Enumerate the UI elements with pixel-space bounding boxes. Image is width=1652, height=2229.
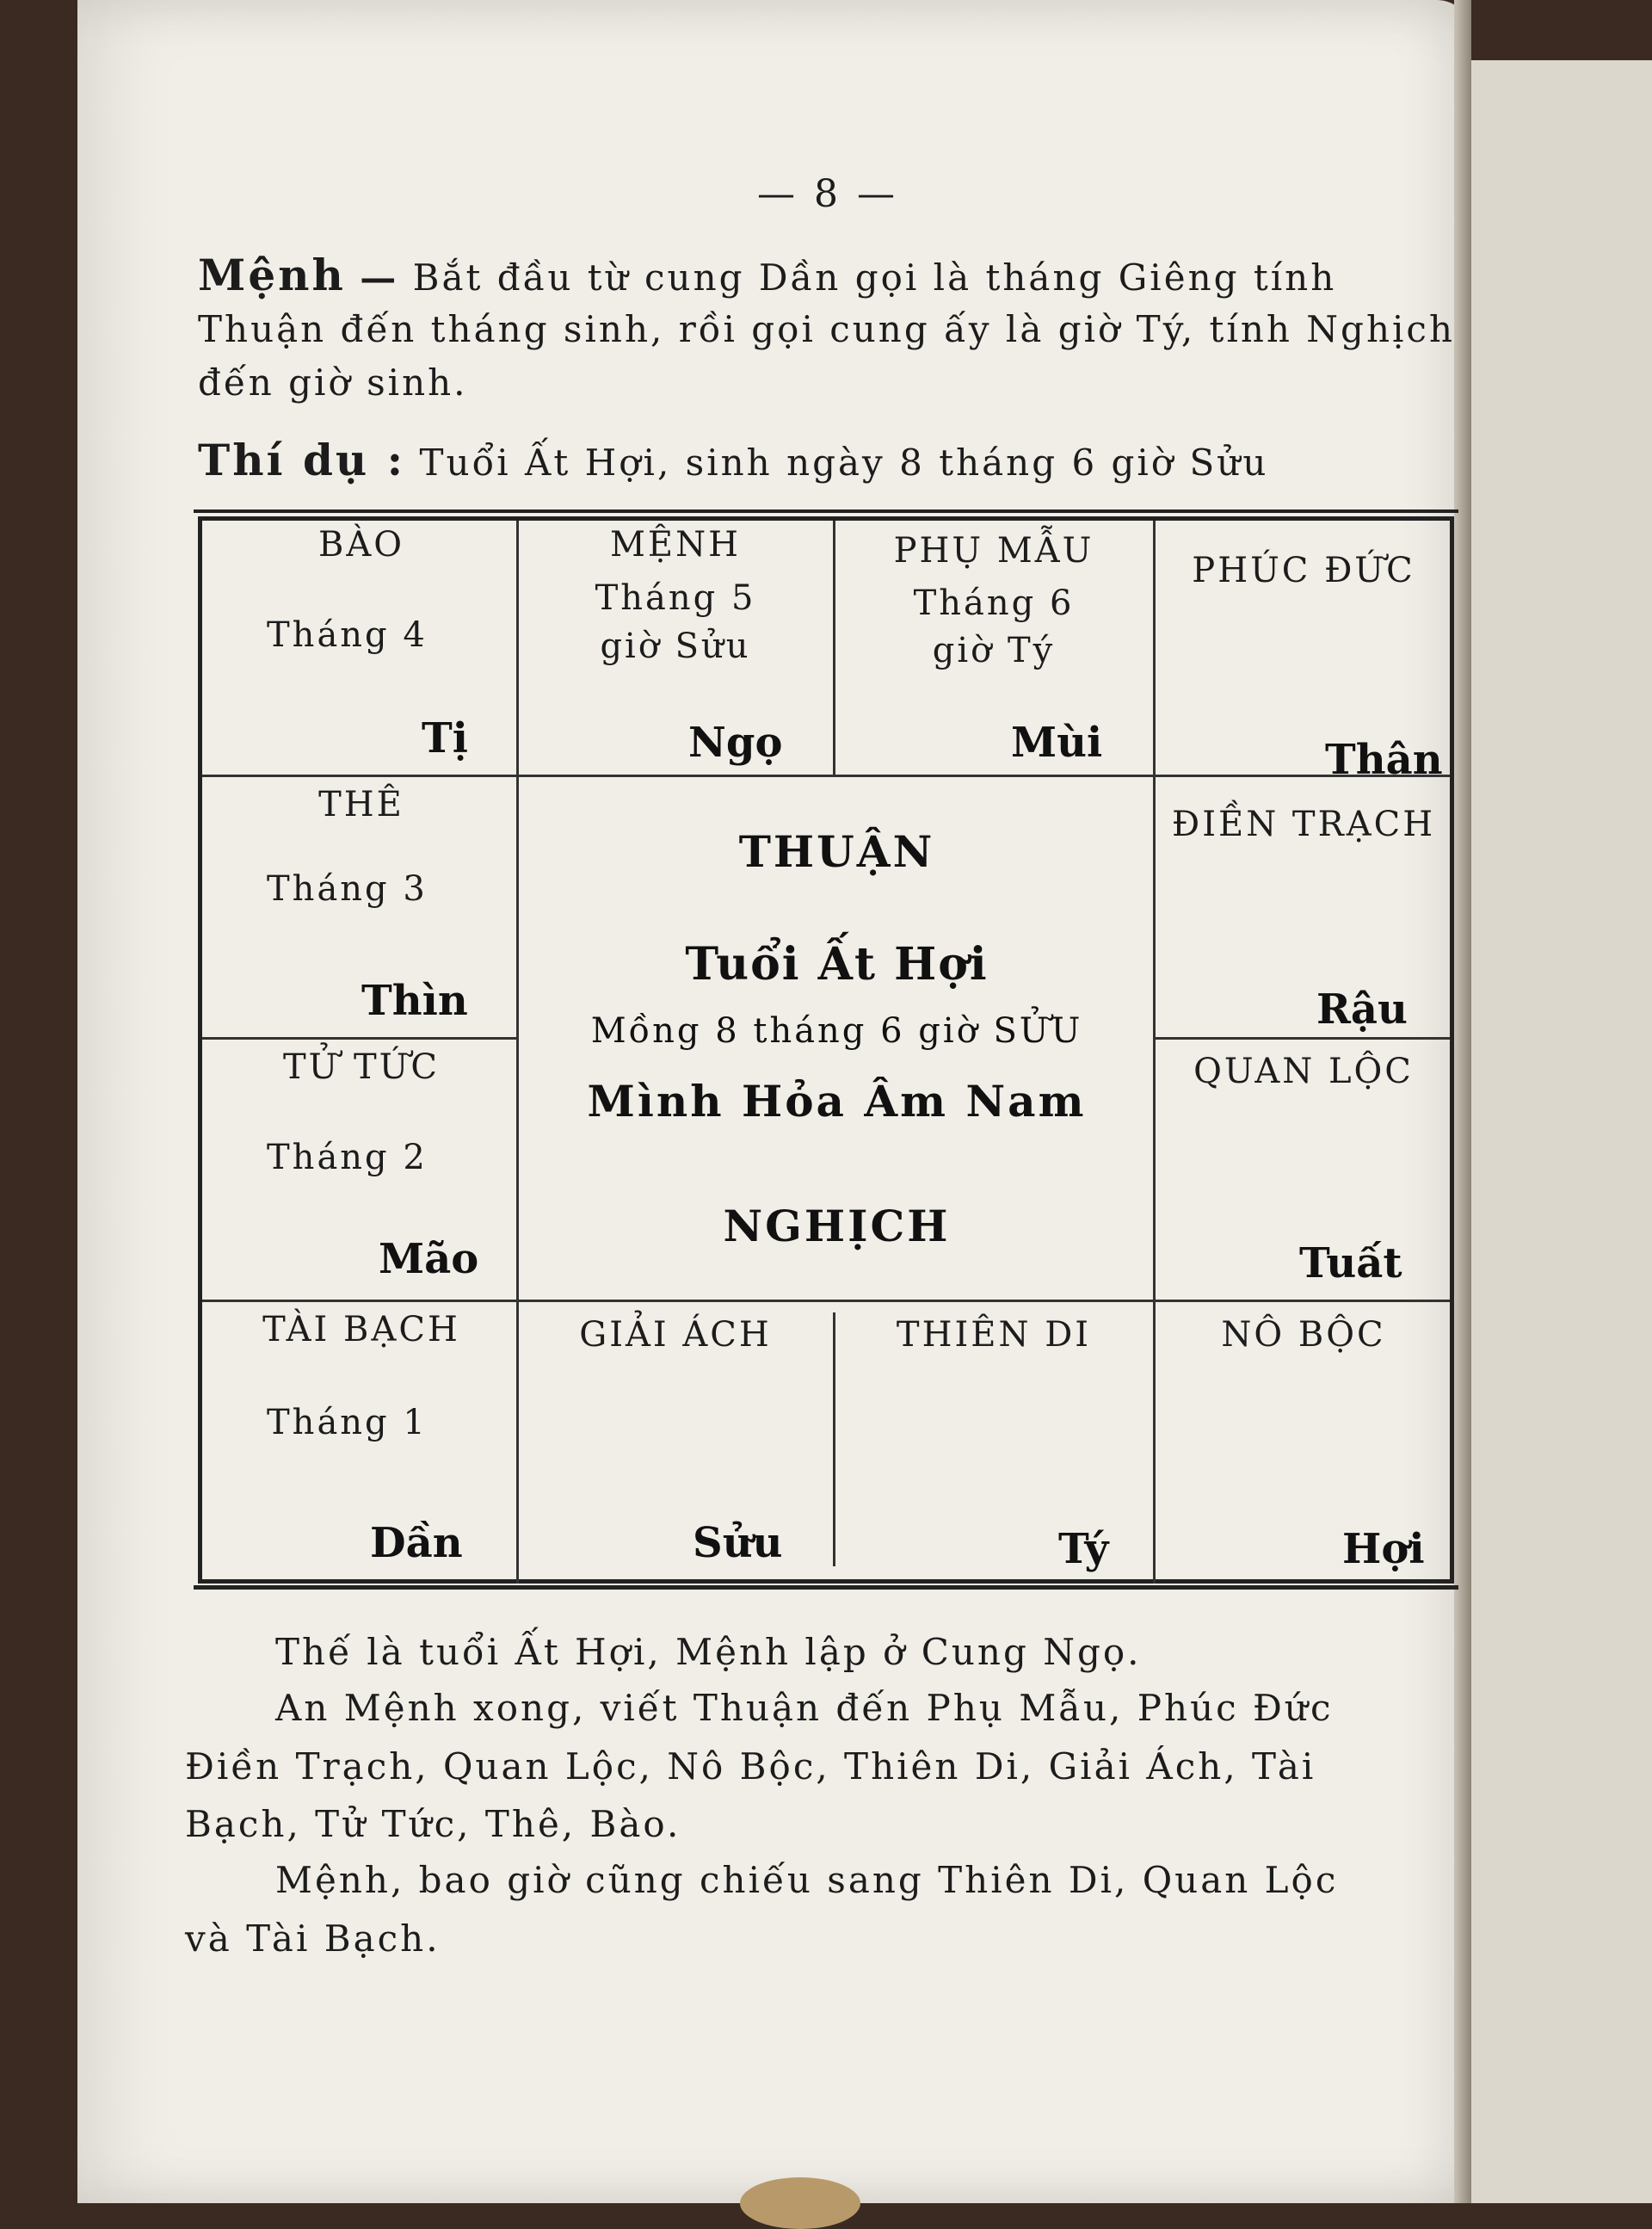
branch-suu: Sửu: [693, 1519, 783, 1567]
center-birth: Mồng 8 tháng 6 giờ SỬU: [590, 1011, 1083, 1051]
branch-dau: Rậu: [1316, 985, 1408, 1034]
note-ngo-2: giờ Sửu: [600, 627, 751, 666]
note-dan: Tháng 1: [267, 1403, 428, 1442]
center-thuan: THUẬN: [738, 826, 935, 877]
example-line: [198, 435, 1268, 485]
palace-thien-di: THIÊN DI: [896, 1315, 1092, 1355]
intro-heading: Mệnh: [198, 250, 346, 300]
facing-page: [1463, 60, 1652, 2203]
example-text: Tuổi Ất Hợi, sinh ngày 8 tháng 6 giờ Sửu: [419, 441, 1269, 484]
palace-bao: BÀO: [317, 525, 405, 565]
center-nghich: NGHỊCH: [723, 1201, 951, 1251]
intro-dash: —: [360, 256, 399, 299]
palace-phu-mau: PHỤ MẪU: [893, 531, 1094, 571]
example-label: Thí dụ :: [198, 435, 406, 485]
chart-top-rule: [194, 509, 1458, 513]
chart-bottom-rule: [194, 1585, 1458, 1590]
branch-thin: Thìn: [361, 977, 468, 1025]
center-age: Tuổi Ất Hợi: [685, 938, 989, 991]
grid-hline-2a: [202, 1037, 516, 1040]
branch-ty: Tý: [1058, 1525, 1109, 1573]
intro-line-1: [198, 250, 1336, 300]
palace-giai-ach: GIẢI ÁCH: [579, 1315, 772, 1355]
conclusion-line-3: Điền Trạch, Quan Lộc, Nô Bộc, Thiên Di, Giải Ách, Tài: [185, 1745, 1316, 1788]
page-number: — 8 —: [757, 172, 898, 216]
grid-hline-2b: [1153, 1037, 1450, 1040]
grid-vline-2b: [833, 1312, 835, 1566]
grid-vline-3: [1153, 521, 1156, 1584]
branch-dan: Dần: [370, 1519, 463, 1567]
conclusion-line-2: An Mệnh xong, viết Thuận đến Phụ Mẫu, Phúc Đức: [275, 1687, 1334, 1729]
palace-quan-loc: QUAN LỘC: [1193, 1052, 1414, 1091]
grid-hline-3: [202, 1300, 1450, 1302]
palace-tu-tuc: TỬ TỨC: [282, 1047, 441, 1087]
note-ti: Tháng 4: [267, 615, 428, 655]
note-mui-2: giờ Tý: [932, 631, 1056, 670]
palace-no-boc: NÔ BỘC: [1221, 1315, 1386, 1355]
note-thin: Tháng 3: [267, 869, 428, 909]
palace-dien-trach: ĐIỀN TRẠCH: [1171, 805, 1436, 844]
grid-hline-1: [202, 775, 1450, 777]
palace-the: THÊ: [318, 785, 404, 824]
grid-vline-2a: [833, 521, 835, 775]
coin-object: [740, 2177, 860, 2229]
grid-vline-1: [516, 521, 519, 1584]
conclusion-line-1: Thế là tuổi Ất Hợi, Mệnh lập ở Cung Ngọ.: [275, 1631, 1142, 1673]
book-gutter: [1454, 0, 1471, 2203]
branch-than: Thân: [1325, 736, 1443, 784]
branch-ngo: Ngọ: [688, 719, 783, 767]
palace-menh: MỆNH: [609, 525, 742, 565]
center-element: Mình Hỏa Âm Nam: [587, 1076, 1087, 1127]
conclusion-line-4: Bạch, Tử Tức, Thê, Bào.: [185, 1803, 681, 1845]
intro-text-1: Bắt đầu từ cung Dần gọi là tháng Giêng tính: [412, 256, 1337, 299]
branch-tuat: Tuất: [1299, 1239, 1402, 1287]
branch-mui: Mùi: [1011, 719, 1103, 767]
branch-hoi: Hợi: [1342, 1525, 1425, 1573]
palace-phuc-duc: PHÚC ĐỨC: [1192, 551, 1415, 590]
branch-mao: Mão: [379, 1235, 479, 1283]
branch-ti: Tị: [422, 714, 468, 763]
conclusion-line-5: Mệnh, bao giờ cũng chiếu sang Thiên Di, Quan Lộc: [275, 1859, 1339, 1901]
intro-line-2: Thuận đến tháng sinh, rồi gọi cung ấy là giờ Tý, tính Nghịch: [198, 308, 1455, 350]
note-mui-1: Tháng 6: [913, 583, 1075, 623]
note-mao: Tháng 2: [267, 1138, 428, 1177]
intro-line-3: đến giờ sinh.: [198, 361, 468, 404]
note-ngo-1: Tháng 5: [595, 578, 756, 618]
conclusion-line-6: và Tài Bạch.: [185, 1917, 441, 1960]
palace-tai-bach: TÀI BẠCH: [262, 1310, 460, 1349]
